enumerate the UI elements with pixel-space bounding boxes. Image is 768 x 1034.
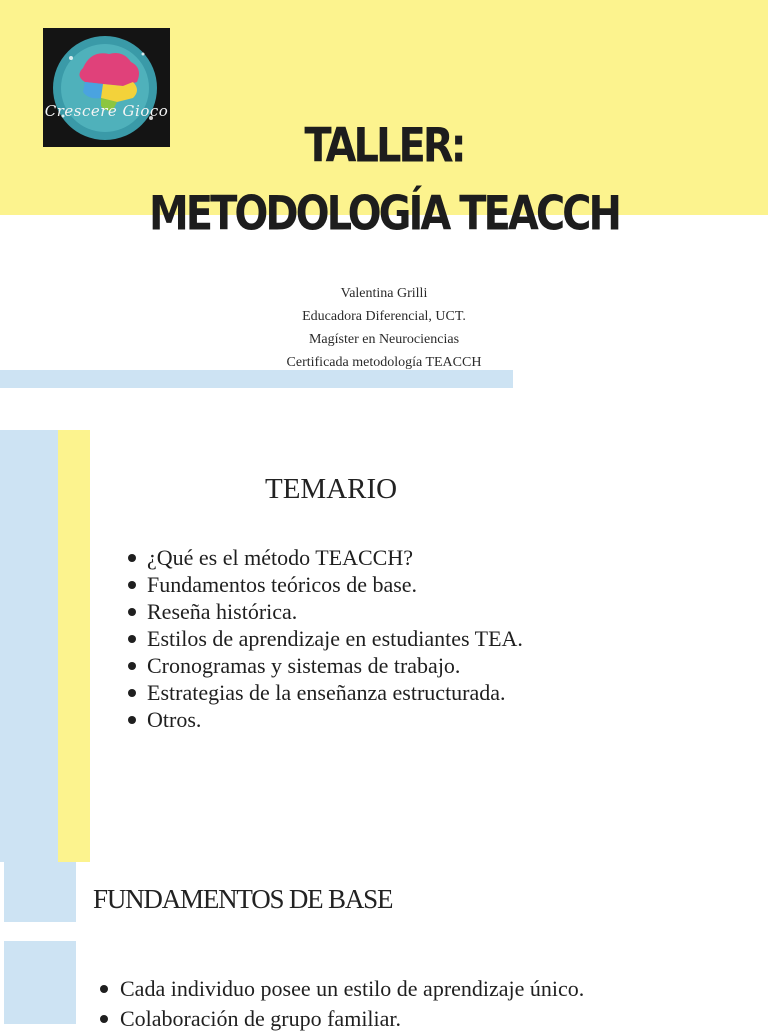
author-degree: Educadora Diferencial, UCT. [302, 309, 466, 324]
author-block [0, 282, 768, 374]
temario-blue-bar [0, 430, 60, 862]
list-item: Estilos de aprendizaje en estudiantes TEA. [127, 625, 523, 652]
list-item: Reseña histórica. [127, 598, 523, 625]
logo-text: Crescere Gioco [44, 102, 169, 120]
author-name: Valentina Grilli [340, 286, 428, 301]
fundamentos-blue-block-bottom [4, 941, 76, 1024]
author-master: Magíster en Neurociencias [308, 332, 460, 347]
fundamentos-list [99, 974, 584, 1034]
list-item: Colaboración de grupo familiar. [99, 1004, 584, 1034]
temario-list [127, 544, 523, 733]
page-title-line1: TALLER: [304, 118, 464, 174]
author-certification: Certificada metodología TEACCH [286, 355, 482, 370]
temario-heading: TEMARIO [265, 473, 398, 505]
list-item: Fundamentos teóricos de base. [127, 571, 523, 598]
list-item: Estrategias de la enseñanza estructurada. [127, 679, 523, 706]
list-item: ¿Qué es el método TEACCH? [127, 544, 523, 571]
list-item: Cada individuo posee un estilo de aprendizaje único. [99, 974, 584, 1004]
fundamentos-heading: FUNDAMENTOS DE BASE [93, 884, 393, 914]
page-title-line2: METODOLOGÍA TEACCH [148, 186, 620, 242]
fundamentos-blue-block-top [4, 862, 76, 922]
list-item: Cronogramas y sistemas de trabajo. [127, 652, 523, 679]
title-slide-blue-band [0, 370, 513, 388]
temario-yellow-bar [58, 430, 90, 862]
list-item: Otros. [127, 706, 523, 733]
